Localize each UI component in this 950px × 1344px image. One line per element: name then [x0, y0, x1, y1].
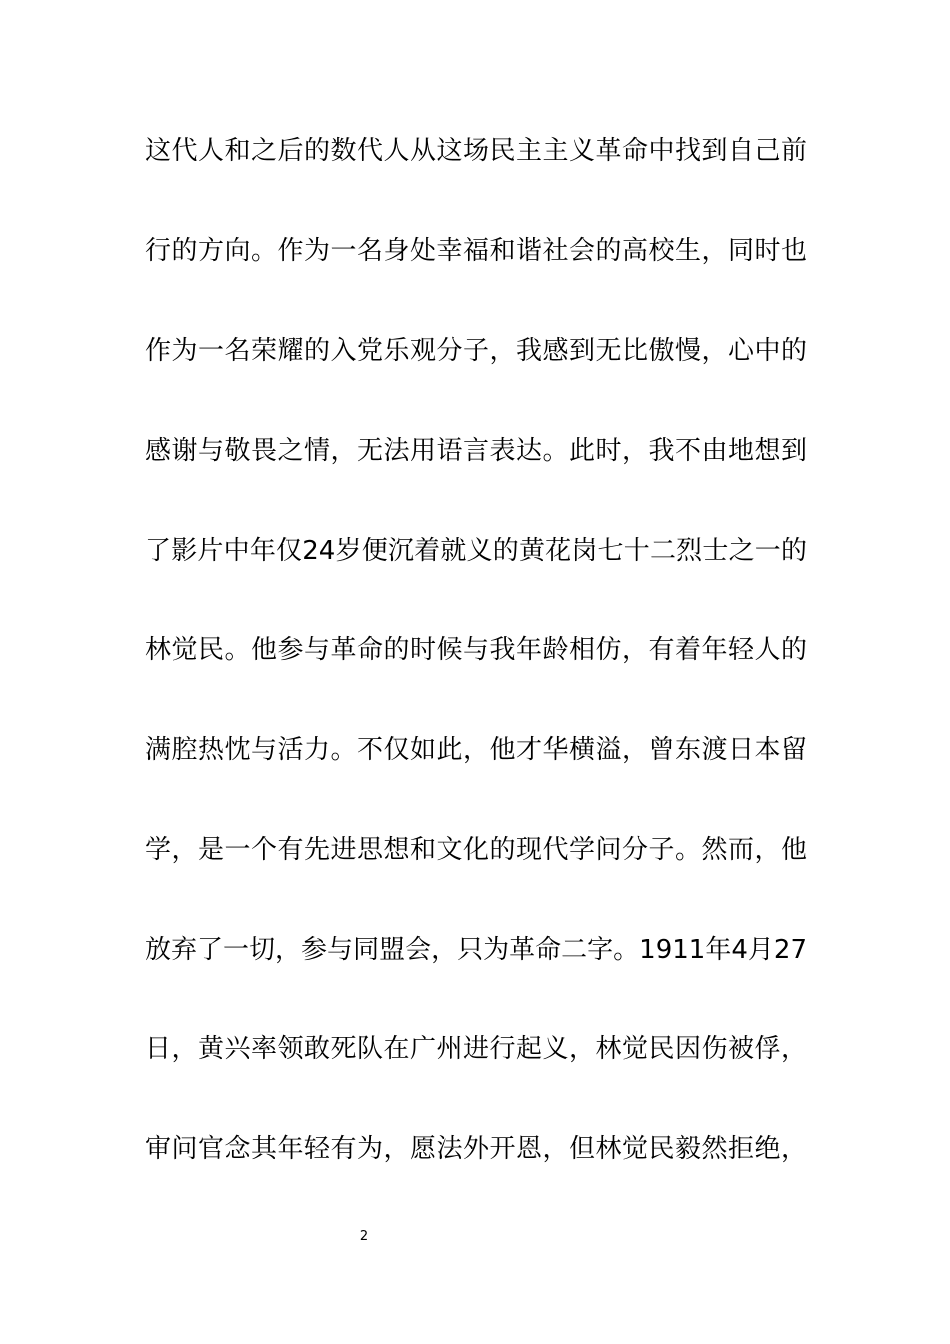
- body-text-line: 作为一名荣耀的入党乐观分子，我感到无比傲慢，心中的: [145, 336, 807, 366]
- body-text-line: 了影片中年仅24岁便沉着就义的黄花岗七十二烈士之一的: [145, 536, 807, 566]
- body-text-line: 满腔热忱与活力。不仅如此，他才华横溢，曾东渡日本留: [145, 735, 807, 765]
- body-text-line: 这代人和之后的数代人从这场民主主义革命中找到自己前: [145, 136, 807, 166]
- body-text-line: 林觉民。他参与革命的时候与我年龄相仿，有着年轻人的: [145, 635, 807, 665]
- body-text-line: 学，是一个有先进思想和文化的现代学问分子。然而，他: [145, 835, 807, 865]
- page-number: 2: [359, 1229, 369, 1244]
- body-text-line: 审问官念其年轻有为，愿法外开恩，但林觉民毅然拒绝，: [145, 1134, 807, 1164]
- body-text-line: 日，黄兴率领敢死队在广州进行起义，林觉民因伤被俘，: [145, 1034, 807, 1064]
- body-text-line: 放弃了一切，参与同盟会，只为革命二字。1911年4月27: [145, 935, 807, 965]
- body-text-line: 行的方向。作为一名身处幸福和谐社会的高校生，同时也: [145, 236, 807, 266]
- body-text-line: 感谢与敬畏之情，无法用语言表达。此时，我不由地想到: [145, 436, 807, 466]
